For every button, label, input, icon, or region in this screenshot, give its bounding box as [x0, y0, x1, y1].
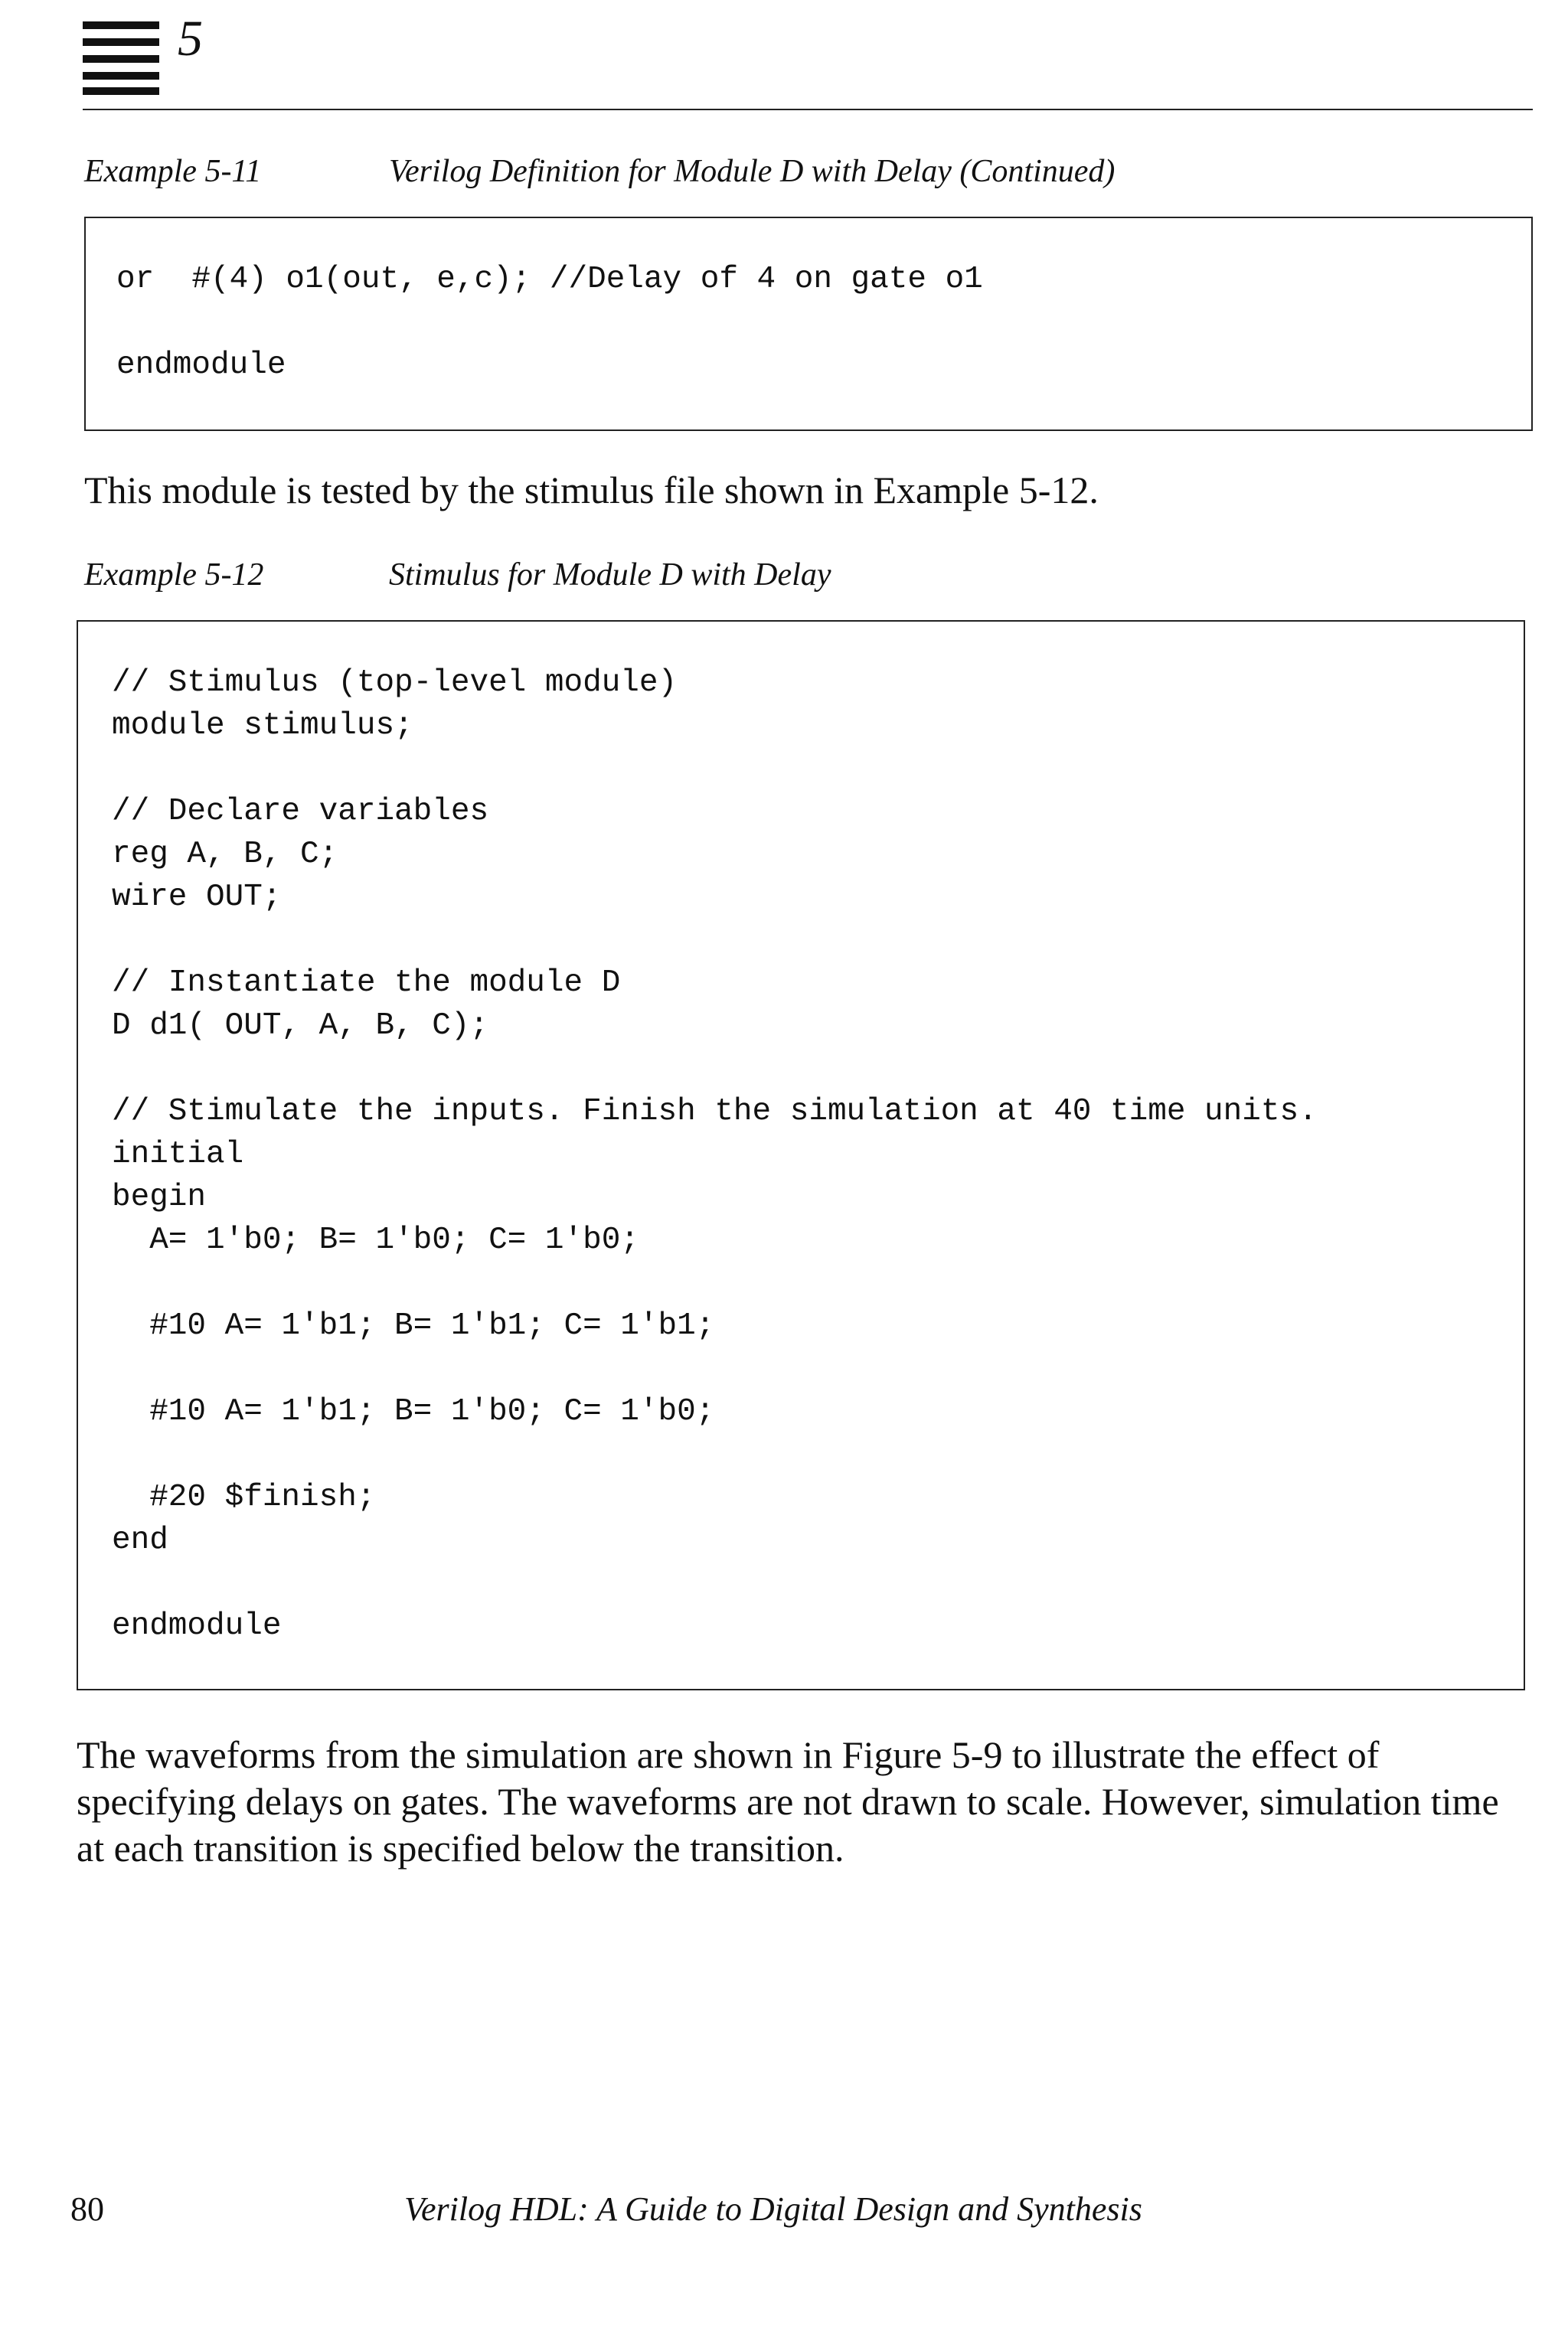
chapter-marker-icon	[83, 21, 159, 92]
body-paragraph: The waveforms from the simulation are shown in Figure 5-9 to illustrate the effect of specifying delays on gates. The waveforms are not drawn to scale. However, simulation time at each transition is specified below the transition.	[77, 1733, 1499, 1870]
book-title: Verilog HDL: A Guide to Digital Design and Synthesis	[404, 2190, 1142, 2228]
intro-paragraph: This module is tested by the stimulus file shown in Example 5-12.	[84, 469, 1099, 511]
example-5-12-label: Example 5-12	[84, 557, 264, 593]
page-number: 80	[70, 2190, 104, 2228]
example-5-11-code: or #(4) o1(out, e,c); //Delay of 4 on gate o1 endmodule	[116, 262, 983, 383]
example-5-12-title: Stimulus for Module D with Delay	[389, 557, 831, 593]
header-rule	[83, 109, 1533, 110]
example-5-11-title: Verilog Definition for Module D with Delay (Continued)	[389, 154, 1116, 189]
chapter-number: 5	[178, 11, 203, 67]
example-5-11-code-box	[84, 217, 1533, 431]
example-5-11-label: Example 5-11	[84, 154, 262, 189]
example-5-12-code: // Stimulus (top-level module) module stimulus; // Declare variables reg A, B, C; wire OUT; // Instantiate the module D D d1( OUT, A, B, C); // Stimulate the inputs. Finish the simulation at 40 time units. initial begin A= 1'b0; B= 1'b0; C= 1'b0; #10 A= 1'b1; B= 1'b1; C= 1'b1; #10 A= 1'b1; B= 1'b0; C= 1'b0; #20 $finish; end endmodule	[112, 665, 1318, 1644]
example-5-12-code-box	[77, 620, 1525, 1690]
